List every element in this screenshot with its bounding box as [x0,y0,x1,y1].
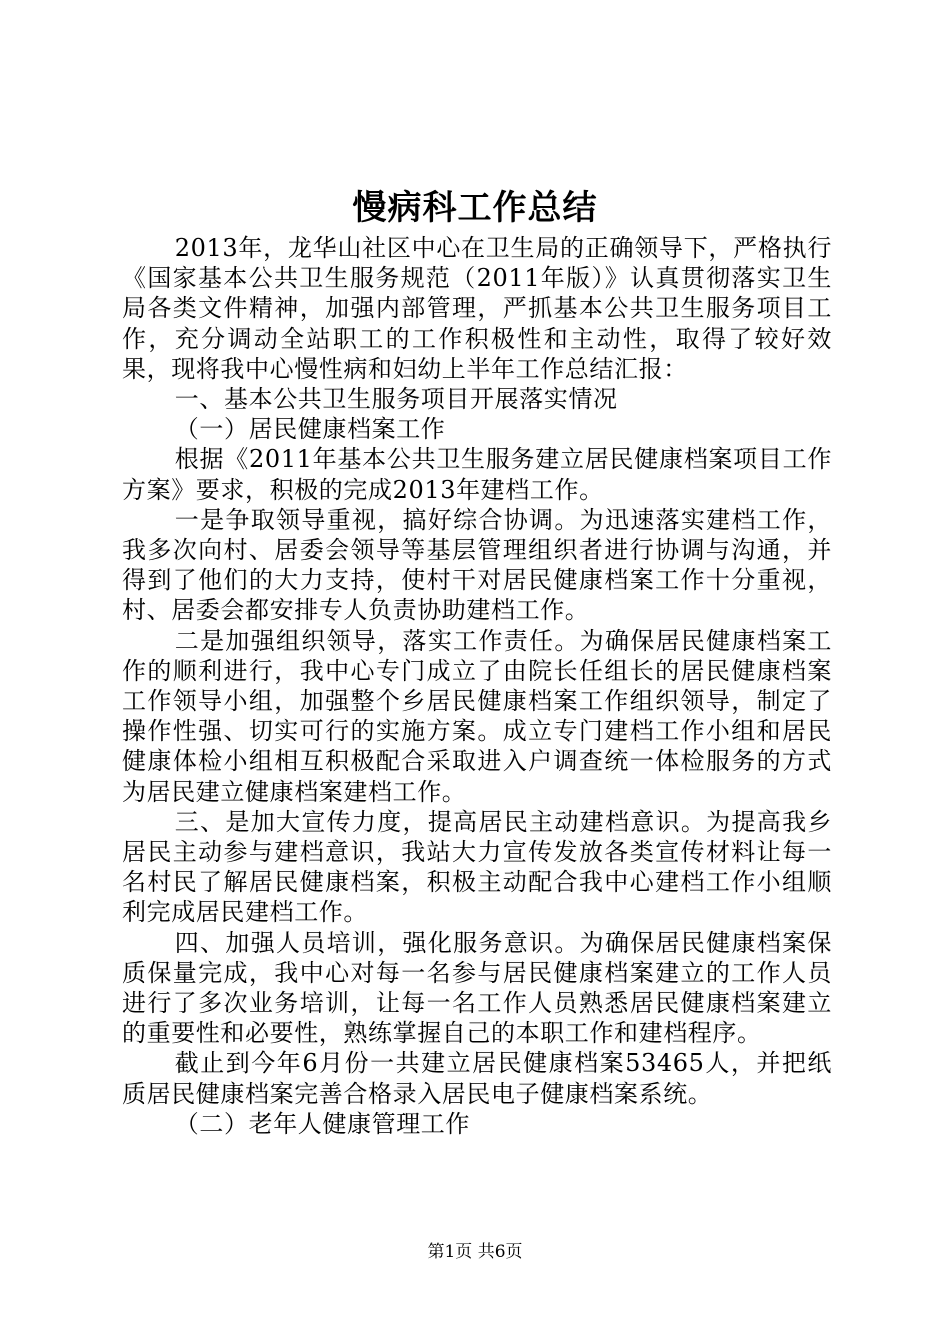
page-number-footer: 第1页 共6页 [427,1242,523,1262]
paragraph-intro: 2013年，龙华山社区中心在卫生局的正确领导下，严格执行《国家基本公共卫生服务规范（2011年版）》认真贯彻落实卫生局各类文件精神，加强内部管理，严抓基本公共卫生服务项目工作，充分调动全站职工的工作积极性和主动性，取得了较好效果，现将我中心慢性病和妇幼上半年工作总结汇报： [122,234,832,383]
paragraph-result: 截止到今年6月份一共建立居民健康档案53465人，并把纸质居民健康档案完善合格录入居民电子健康档案系统。 [122,1049,832,1108]
paragraph-point-2: 二是加强组织领导，落实工作责任。为确保居民健康档案工作的顺利进行，我中心专门成立了由院长任组长的居民健康档案工作领导小组，加强整个乡居民健康档案工作组织领导，制定了操作性强、切实可行的实施方案。成立专门建档工作小组和居民健康体检小组相互积极配合采取进入户调查统一体检服务的方式为居民建立健康档案建档工作。 [122,626,832,806]
document-title: 慢病科工作总结 [352,188,598,228]
paragraph-point-4: 四、加强人员培训，强化服务意识。为确保居民健康档案保质保量完成，我中心对每一名参与居民健康档案建立的工作人员进行了多次业务培训，让每一名工作人员熟悉居民健康档案建立的重要性和必要性，熟练掌握自己的本职工作和建档程序。 [122,928,832,1048]
heading-subsection-1: （一）居民健康档案工作 [174,415,446,444]
paragraph-basis: 根据《2011年基本公共卫生服务建立居民健康档案项目工作方案》要求，积极的完成2013年建档工作。 [122,445,832,504]
heading-subsection-2: （二）老年人健康管理工作 [174,1109,470,1138]
paragraph-point-1: 一是争取领导重视，搞好综合协调。为迅速落实建档工作，我多次向村、居委会领导等基层管理组织者进行协调与沟通，并得到了他们的大力支持，使村干对居民健康档案工作十分重视，村、居委会都安排专人负责协助建档工作。 [122,505,832,625]
paragraph-point-3: 三、是加大宣传力度，提高居民主动建档意识。为提高我乡居民主动参与建档意识，我站大力宣传发放各类宣传材料让每一名村民了解居民健康档案，积极主动配合我中心建档工作小组顺利完成居民建档工作。 [122,807,832,927]
heading-section-1: 一、基本公共卫生服务项目开展落实情况 [174,385,618,414]
document-body [122,233,832,1139]
